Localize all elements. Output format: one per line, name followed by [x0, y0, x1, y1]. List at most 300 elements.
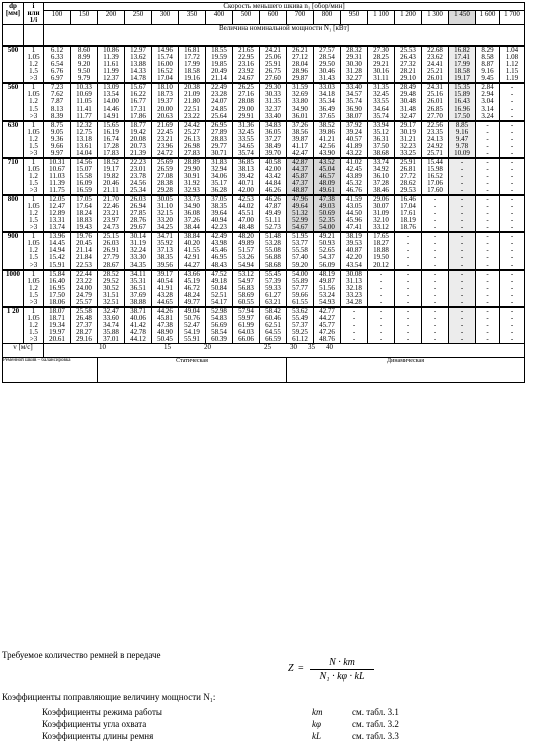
power-value: 44.27	[184, 260, 200, 269]
power-column-block	[395, 46, 422, 83]
power-value: 27.89	[211, 127, 227, 136]
power-value: -	[510, 202, 514, 211]
power-value: 39.64	[211, 209, 227, 218]
power-value: 37.05	[211, 195, 227, 204]
power-value: 18.06	[49, 297, 65, 306]
power-value: 31.43	[319, 74, 335, 83]
power-value: 28.27	[76, 327, 92, 336]
power-column-block	[44, 232, 71, 269]
power-value: -	[486, 178, 489, 187]
power-value: 16.09	[76, 178, 92, 187]
speed-col-header: 150	[71, 11, 98, 25]
power-column-block	[449, 195, 476, 232]
power-value: 29.53	[400, 186, 416, 195]
power-value: 44.50	[346, 209, 362, 218]
power-value: 24.42	[184, 120, 200, 129]
power-value: -	[486, 186, 489, 195]
power-value: 23.21	[157, 134, 173, 143]
power-value: 26.43	[400, 53, 416, 62]
power-value: -	[510, 297, 514, 306]
power-value: 47.37	[292, 178, 308, 187]
ratio-value: >3	[29, 186, 38, 195]
power-value: 6.12	[50, 46, 64, 55]
power-column-block	[449, 46, 476, 83]
power-column-block	[71, 83, 98, 120]
power-value: 35.92	[157, 239, 173, 248]
coef-ref: см. табл. 3.2	[352, 719, 399, 729]
power-value: 34.57	[346, 90, 362, 99]
power-value: 39.24	[346, 127, 362, 136]
power-value: -	[460, 290, 464, 299]
power-value: 49.61	[319, 186, 335, 195]
power-value: 45.19	[184, 276, 200, 285]
power-value: 53.28	[265, 239, 281, 248]
power-column-block	[395, 307, 422, 344]
power-value: 54.37	[319, 253, 335, 262]
power-value: 16.81	[184, 46, 200, 55]
power-value: -	[460, 164, 464, 173]
ratio-value: >3	[29, 148, 38, 157]
power-value: 31.36	[238, 120, 254, 129]
power-column-block	[125, 232, 152, 269]
power-value: 14.78	[130, 74, 146, 83]
power-value: 52.73	[265, 223, 281, 232]
power-column-block	[233, 46, 260, 83]
ratio-value: 1.05	[27, 239, 40, 248]
power-value: 13.61	[76, 141, 92, 150]
power-value: -	[352, 306, 356, 315]
power-column-block	[233, 195, 260, 232]
power-column-block	[500, 83, 525, 120]
power-value: 43.05	[346, 202, 362, 211]
power-column-block	[314, 158, 341, 195]
power-value: -	[486, 120, 489, 129]
power-value: 26.03	[130, 195, 146, 204]
power-value: 16.46	[400, 195, 416, 204]
power-value: 35.74	[238, 148, 254, 157]
power-value: 34.74	[103, 320, 119, 329]
ratio-list	[24, 83, 44, 120]
power-value: 56.88	[265, 253, 281, 262]
power-value: 26.01	[427, 97, 443, 106]
power-value: 38.52	[319, 120, 335, 129]
power-value: 29.67	[130, 223, 146, 232]
power-value: 27.16	[238, 90, 254, 99]
ratio-value: 1.5	[29, 178, 38, 187]
power-column-block	[449, 158, 476, 195]
power-value: 24.92	[427, 141, 443, 150]
power-value: -	[460, 209, 464, 218]
power-value: 32.93	[184, 186, 200, 195]
power-value: 55.08	[265, 246, 281, 255]
power-value: 1.08	[505, 53, 519, 62]
ratio-value: >3	[29, 111, 38, 120]
power-value: 31.11	[373, 74, 389, 83]
power-value: 31.48	[400, 104, 416, 113]
power-value: 32.23	[400, 141, 416, 150]
pulley-diameter: 800	[3, 195, 24, 232]
ratio-value: 1.2	[29, 97, 38, 106]
power-value: 22.49	[211, 83, 227, 92]
power-column-block	[422, 158, 449, 195]
power-value: 17.41	[454, 53, 470, 62]
power-value: 44.27	[319, 313, 335, 322]
power-value: 39.17	[157, 269, 173, 278]
power-value: 41.42	[130, 320, 146, 329]
power-value: 17.99	[184, 60, 200, 69]
power-value: 42.00	[265, 164, 281, 173]
power-value: 14.33	[130, 67, 146, 76]
power-value: -	[406, 269, 410, 278]
power-value: 27.85	[130, 209, 146, 218]
belt-speed-scale	[44, 344, 525, 358]
power-value: 46.72	[184, 283, 200, 292]
power-value: 17.28	[103, 141, 119, 150]
power-column-block	[233, 307, 260, 344]
power-value: 66.59	[265, 334, 281, 343]
power-column-block	[476, 232, 500, 269]
power-value: 19.42	[130, 127, 146, 136]
power-value: 13.88	[130, 60, 146, 69]
power-value: 11.75	[49, 186, 65, 195]
power-value: -	[433, 313, 437, 322]
power-column-block	[422, 195, 449, 232]
power-value: 46.57	[319, 171, 335, 180]
power-value: -	[510, 260, 514, 269]
power-value: 8.60	[77, 46, 91, 55]
power-value: 44.84	[265, 178, 281, 187]
power-value: -	[460, 313, 464, 322]
power-value: 6.76	[50, 67, 64, 76]
power-column-block	[368, 46, 395, 83]
power-column-block	[44, 307, 71, 344]
power-value: 29.31	[346, 53, 362, 62]
power-value: -	[486, 334, 489, 343]
speed-col-header: 300	[152, 11, 179, 25]
power-value: 53.77	[292, 239, 308, 248]
power-value: 29.48	[400, 90, 416, 99]
power-value: 27.12	[292, 53, 308, 62]
power-value: 53.24	[319, 290, 335, 299]
power-value: 66.06	[238, 334, 254, 343]
power-value: 11.03	[49, 171, 65, 180]
power-value: 27.32	[400, 60, 416, 69]
power-column-block	[341, 232, 368, 269]
power-value: 49.77	[184, 297, 200, 306]
power-column-block	[179, 195, 206, 232]
power-value: 18.58	[184, 67, 200, 76]
power-value: 15.74	[157, 53, 173, 62]
power-value: 9.66	[50, 141, 64, 150]
power-value: -	[460, 297, 464, 306]
power-value: 27.83	[184, 148, 200, 157]
power-value: 54.67	[292, 223, 308, 232]
power-value: 16.95	[49, 283, 65, 292]
power-value: 12.05	[49, 195, 65, 204]
power-value: 57.40	[292, 253, 308, 262]
power-value: 32.51	[103, 297, 119, 306]
power-value: 42.77	[319, 306, 335, 315]
power-value: 32.10	[373, 216, 389, 225]
power-value: -	[510, 216, 514, 225]
power-value: 33.94	[373, 120, 389, 129]
power-column-block	[152, 121, 179, 158]
power-value: 17.31	[130, 104, 146, 113]
power-value: 11.99	[103, 67, 119, 76]
power-value: 46.95	[211, 253, 227, 262]
power-value: 42.47	[292, 148, 308, 157]
power-column-block	[71, 195, 98, 232]
power-value: 30.16	[373, 67, 389, 76]
power-column-block	[287, 195, 314, 232]
power-value: -	[433, 306, 437, 315]
power-column-block	[71, 46, 98, 83]
power-column-block	[179, 232, 206, 269]
power-value: 32.15	[157, 209, 173, 218]
power-value: 16.43	[454, 97, 470, 106]
coef-name: Коэффициенты длины ремня	[42, 731, 154, 741]
power-value: 42.91	[184, 253, 200, 262]
power-value: 31.13	[346, 276, 362, 285]
balancing-dynamic: Динамическая	[287, 358, 525, 383]
power-value: 7.23	[50, 83, 64, 92]
power-value: 61.12	[292, 334, 308, 343]
power-value: 23.96	[157, 141, 173, 150]
power-value: 15.35	[454, 83, 470, 92]
power-value: 6.54	[50, 60, 64, 69]
power-column-block	[44, 121, 71, 158]
power-value: 56.09	[319, 260, 335, 269]
power-value: -	[486, 223, 489, 232]
ratio-header: i или 1/i	[24, 3, 44, 25]
power-value: 24.41	[427, 60, 443, 69]
power-column-block	[422, 121, 449, 158]
power-value: 27.60	[265, 74, 281, 83]
power-value: 38.68	[373, 148, 389, 157]
power-value: 6.33	[50, 53, 64, 62]
power-value: -	[510, 164, 514, 173]
power-value: 13.96	[49, 232, 65, 241]
power-value: -	[510, 134, 514, 143]
power-value: -	[460, 178, 464, 187]
power-column-block	[179, 83, 206, 120]
power-value: 2.84	[481, 83, 494, 92]
power-value: -	[433, 276, 437, 285]
power-column-block	[179, 46, 206, 83]
power-value: 19.17	[454, 74, 470, 83]
power-value: 13.74	[49, 223, 65, 232]
power-column-block	[368, 270, 395, 307]
power-column-block	[44, 83, 71, 120]
power-value: -	[433, 290, 437, 299]
power-value: 27.08	[157, 171, 173, 180]
power-value: 28.21	[400, 67, 416, 76]
power-value: 34.25	[157, 223, 173, 232]
ratio-value: 1	[31, 232, 36, 241]
ratio-value: 1	[31, 195, 36, 204]
power-value: 37.26	[184, 216, 200, 225]
ratio-value: 1	[31, 46, 36, 55]
power-value: 33.03	[319, 83, 335, 92]
power-value: -	[510, 195, 514, 204]
power-value: 27.79	[103, 253, 119, 262]
power-column-block	[476, 195, 500, 232]
power-value: 42.49	[211, 232, 227, 241]
power-value: 50.93	[319, 239, 335, 248]
ratio-list	[24, 195, 44, 232]
power-value: 25.15	[103, 232, 119, 241]
power-value: 17.60	[427, 186, 443, 195]
speed-col-header: 1 100	[368, 11, 395, 25]
power-value: 38.56	[292, 127, 308, 136]
power-value: 36.10	[373, 171, 389, 180]
power-value: 19.37	[157, 97, 173, 106]
power-value: 32.24	[130, 246, 146, 255]
power-value: 49.18	[211, 276, 227, 285]
power-value: 48.90	[157, 327, 173, 336]
power-value: 18.73	[157, 90, 173, 99]
power-value: 22.44	[76, 269, 92, 278]
ratio-value: 1.05	[27, 276, 40, 285]
power-value: 27.57	[319, 46, 335, 55]
power-value: -	[486, 209, 489, 218]
power-value: -	[510, 283, 514, 292]
power-value: 58.69	[238, 290, 254, 299]
power-value: -	[510, 83, 514, 92]
power-value: 43.28	[157, 290, 173, 299]
power-column-block	[449, 232, 476, 269]
power-value: 29.91	[238, 111, 254, 120]
power-value: 31.92	[184, 178, 200, 187]
power-value: 54.93	[319, 297, 335, 306]
power-value: 16.52	[427, 171, 443, 180]
coef-ref: см. табл. 3.1	[352, 707, 399, 717]
ratio-value: 1.05	[27, 127, 40, 136]
power-value: 15.91	[49, 260, 65, 269]
power-value: 32.18	[346, 283, 362, 292]
power-value: 55.49	[292, 313, 308, 322]
power-value: 59.20	[292, 260, 308, 269]
power-value: 36.85	[238, 157, 254, 166]
power-value: 19.85	[211, 60, 227, 69]
power-value: 60.39	[211, 334, 227, 343]
power-value: 51.11	[265, 216, 281, 225]
power-value: 24.79	[76, 290, 92, 299]
power-value: 29.17	[400, 120, 416, 129]
power-value: 13.62	[130, 53, 146, 62]
power-value: 36.31	[373, 134, 389, 143]
power-value: 9.16	[455, 127, 469, 136]
power-value: -	[352, 313, 356, 322]
power-value: 25.91	[400, 157, 416, 166]
power-value: 58.68	[265, 260, 281, 269]
power-column-block	[152, 46, 179, 83]
power-value: 51.32	[292, 209, 308, 218]
ratio-list	[24, 232, 44, 269]
power-column-block	[422, 232, 449, 269]
power-value: 12.89	[49, 209, 65, 218]
power-value: 54.00	[292, 269, 308, 278]
power-value: 57.37	[292, 320, 308, 329]
power-value: -	[460, 246, 464, 255]
power-value: -	[486, 171, 489, 180]
formula-eq: =	[298, 663, 304, 674]
power-value: 18.83	[76, 216, 92, 225]
power-value: 28.67	[103, 260, 119, 269]
power-value: 48.09	[319, 178, 335, 187]
power-value: 14.04	[76, 148, 92, 157]
power-value: 26.01	[427, 74, 443, 83]
ratio-value: >3	[29, 297, 38, 306]
power-value: 24.13	[427, 134, 443, 143]
power-value: 14.96	[157, 46, 173, 55]
power-value: 29.52	[103, 276, 119, 285]
power-value: 40.87	[346, 246, 362, 255]
power-value: 16.22	[130, 90, 146, 99]
power-value: 31.09	[373, 209, 389, 218]
power-value: 34.28	[346, 297, 362, 306]
power-value: 23.28	[211, 90, 227, 99]
power-value: 9.79	[77, 74, 91, 83]
power-value: 38.84	[184, 232, 200, 241]
power-value: 42.00	[238, 186, 254, 195]
power-value: 34.90	[184, 202, 200, 211]
power-value: 29.06	[373, 195, 389, 204]
power-value: 9.47	[455, 134, 469, 143]
power-value: 28.52	[103, 269, 119, 278]
power-column-block	[422, 270, 449, 307]
ratio-value: 1.5	[29, 67, 38, 76]
ratio-value: 1.5	[29, 327, 38, 336]
power-value: 8.13	[50, 104, 64, 113]
power-value: 48.76	[319, 334, 335, 343]
power-value: 11.05	[76, 97, 92, 106]
power-value: 28.49	[400, 83, 416, 92]
power-column-block	[314, 46, 341, 83]
power-value: 36.49	[319, 104, 335, 113]
power-value: 27.72	[400, 171, 416, 180]
power-value: -	[510, 253, 514, 262]
power-value: 15.44	[427, 157, 443, 166]
power-column-block	[395, 195, 422, 232]
power-value: -	[510, 239, 514, 248]
power-value: 30.05	[157, 195, 173, 204]
power-value: 29.21	[373, 60, 389, 69]
power-value: 28.76	[130, 216, 146, 225]
power-value: 11.39	[49, 178, 65, 187]
power-value: 12.32	[76, 120, 92, 129]
power-column-block	[476, 307, 500, 344]
power-value: -	[406, 246, 410, 255]
power-value: -	[460, 306, 464, 315]
ratio-list	[24, 46, 44, 83]
ratio-value: 1.05	[27, 90, 40, 99]
power-value: 11.39	[103, 53, 119, 62]
power-value: -	[486, 134, 489, 143]
ratio-value: 1	[31, 157, 36, 166]
power-value: 30.07	[373, 202, 389, 211]
power-column-block	[287, 121, 314, 158]
power-value: 31.35	[373, 83, 389, 92]
power-value: 18.19	[400, 216, 416, 225]
power-value: 18.10	[157, 83, 173, 92]
power-value: 59.66	[292, 290, 308, 299]
power-value: 54.17	[211, 297, 227, 306]
power-value: 40.54	[157, 276, 173, 285]
power-value: 34.35	[130, 260, 146, 269]
power-value: 24.07	[211, 97, 227, 106]
power-value: 45.04	[319, 164, 335, 173]
